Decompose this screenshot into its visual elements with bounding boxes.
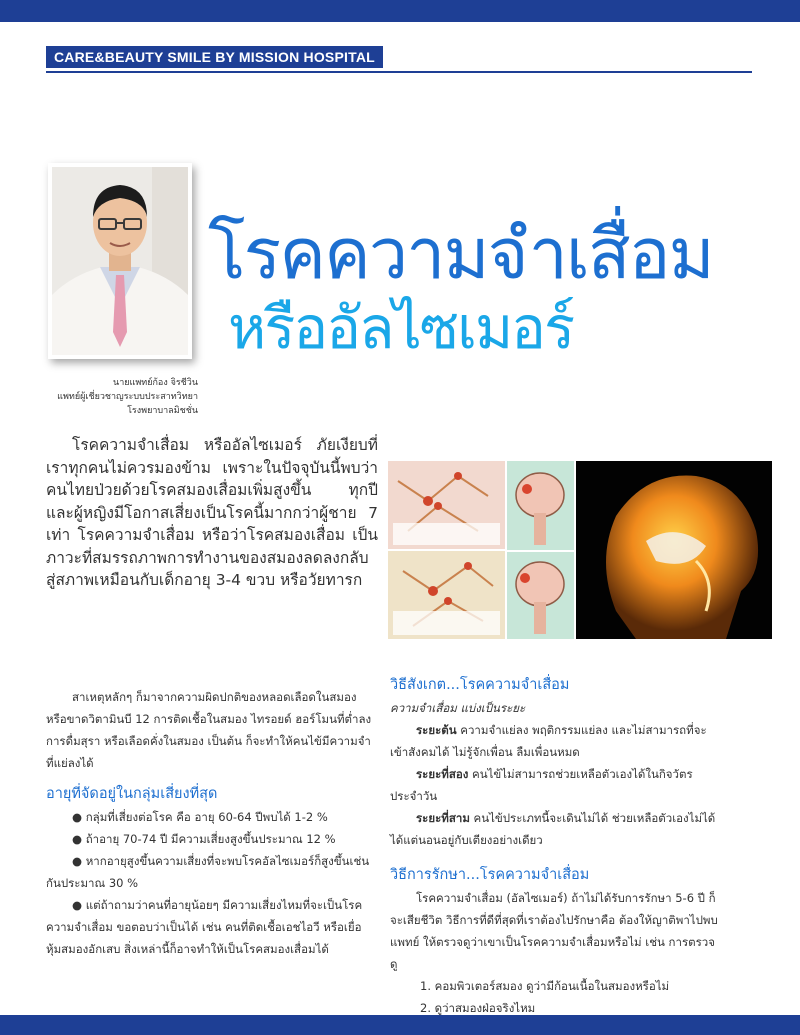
article-title-line2: หรืออัลไซเมอร์ <box>228 294 574 362</box>
treatment-paragraph: โรคความจำเสื่อม (อัลไซเมอร์) ถ้าไม่ได้รับการรักษา 5-6 ปี ก็จะเสียชีวิต วิธีการที่ดีที่สุดที่เราต้องไปรักษาคือ ต้องให้ญาติพาไปพบแพทย์ ให้ตรวจดูว่าเขาเป็นโรคความจำเสื่อมหรือไม่ เช่น การตรวจดู <box>390 891 718 971</box>
header-rule <box>46 71 752 73</box>
risk-item-1: ● กลุ่มที่เสี่ยงต่อโรค คือ อายุ 60-64 ปีพบได้ 1-2 % <box>72 810 328 824</box>
author-caption <box>48 376 198 418</box>
risk-item-4: ● แต่ถ้าถามว่าคนที่อายุน้อยๆ มีความเสี่ยงไหมที่จะเป็นโรคความจำเสื่อม ขอตอบว่าเป็นได้ เช่น คนที่ติดเชื้อเอชไอวี หรือเยื่อหุ้มสมองอักเสบ สิ่งเหล่านี้ก็อาจทำให้เป็นโรคสมองเสื่อมได้ <box>46 898 363 956</box>
section-header: CARE&BEAUTY SMILE BY MISSION HOSPITAL <box>46 46 383 68</box>
stage-2-label: ระยะที่สอง <box>416 767 469 781</box>
observe-subheading: ความจำเสื่อม แบ่งเป็นระยะ <box>390 701 526 715</box>
stage-1 <box>390 719 722 763</box>
intro-paragraph <box>46 434 378 592</box>
intro-text: โรคความจำเสื่อม หรืออัลไซเมอร์ ภัยเงียบที่เราทุกคนไม่ควรมองข้าม เพราะในปัจจุบันนี้พบว่าคนไทยป่วยด้วยโรคสมองเสื่อมเพิ่มสูงขึ้น ทุกปี และผู้หญิงมีโอกาสเสี่ยงเป็นโรคนี้มากกว่าผู้ชาย 7 เท่า โรคความจำเสื่อม หรือว่าโรคสมองเสื่อม เป็นภาวะที่สมรรถภาพการทำงานของสมองลดลงกลับสู่สภาพเหมือนกับเด็กอายุ 3-4 ขวบ หรือวัยทารก <box>46 436 378 589</box>
risk-item-2: ● ถ้าอายุ 70-74 ปี มีความเสี่ยงสูงขึ้นประมาณ 12 % <box>72 832 336 846</box>
stage-2-text: คนไข้ไม่สามารถช่วยเหลือตัวเองได้ในกิจวัตรประจำวัน <box>390 767 693 803</box>
stage-3 <box>390 807 722 851</box>
observe-heading: วิธีสังเกต...โรคความจำเสื่อม <box>390 677 570 693</box>
risk-item-3: ● หากอายุสูงขึ้นความเสี่ยงที่จะพบโรคอัลไซเมอร์ก็สูงขึ้นเช่นกันประมาณ 30 % <box>46 854 370 890</box>
brain-diagram-image-top <box>507 461 574 550</box>
doctor-photo-illustration <box>52 167 188 355</box>
stage-3-label: ระยะที่สาม <box>416 811 470 825</box>
stage-1-label: ระยะต้น <box>416 723 457 737</box>
treatment-item-2: 2. ดูว่าสมองฝ่อจริงไหม <box>420 1001 536 1015</box>
neuron-diagram-image <box>388 461 505 639</box>
bottom-color-bar <box>0 1015 800 1035</box>
left-column <box>46 686 374 960</box>
author-portrait <box>48 163 192 359</box>
top-color-bar <box>0 0 800 22</box>
causes-paragraph: สาเหตุหลักๆ ก็มาจากความผิดปกติของหลอดเลือดในสมอง หรือขาดวิตามินบี 12 การติดเชื้อในสมอง ไทรอยด์ ฮอร์โมนที่ต่ำลง การดื่มสุรา หรือเลือดคั่งในสมอง เป็นต้น ก็จะทำให้คนไข้มีความจำที่แย่ลงได้ <box>46 690 372 770</box>
stage-1-text: ความจำแย่ลง พฤติกรรมแย่ลง และไม่สามารถที่จะเข้าสังคมได้ ไม่รู้จักเพื่อน ลืมเพื่อนหมด <box>390 723 707 759</box>
author-position: แพทย์ผู้เชี่ยวชาญระบบประสาทวิทยา <box>57 392 198 402</box>
author-hospital: โรงพยาบาลมิชชั่น <box>127 406 198 416</box>
author-name: นายแพทย์ก้อง จิรชีวิน <box>113 378 198 388</box>
risk-heading: อายุที่จัดอยู่ในกลุ่มเสี่ยงที่สุด <box>46 786 218 802</box>
treatment-heading: วิธีการรักษา...โรคความจำเสื่อม <box>390 867 590 883</box>
article-title-line1: โรคความจำเสื่อม <box>208 213 713 295</box>
stage-3-text: คนไข้ประเภทนี้จะเดินไม่ได้ ช่วยเหลือตัวเองไม่ได้ ได้แต่นอนอยู่กับเตียงอย่างเดียว <box>390 811 716 847</box>
brain-diagram-image-bottom <box>507 552 574 639</box>
stage-2 <box>390 763 722 807</box>
treatment-item-1: 1. คอมพิวเตอร์สมอง ดูว่ามีก้อนเนื้อในสมองหรือไม่ <box>420 979 670 993</box>
brain-scan-head-image <box>576 461 772 639</box>
right-column <box>390 673 722 1019</box>
